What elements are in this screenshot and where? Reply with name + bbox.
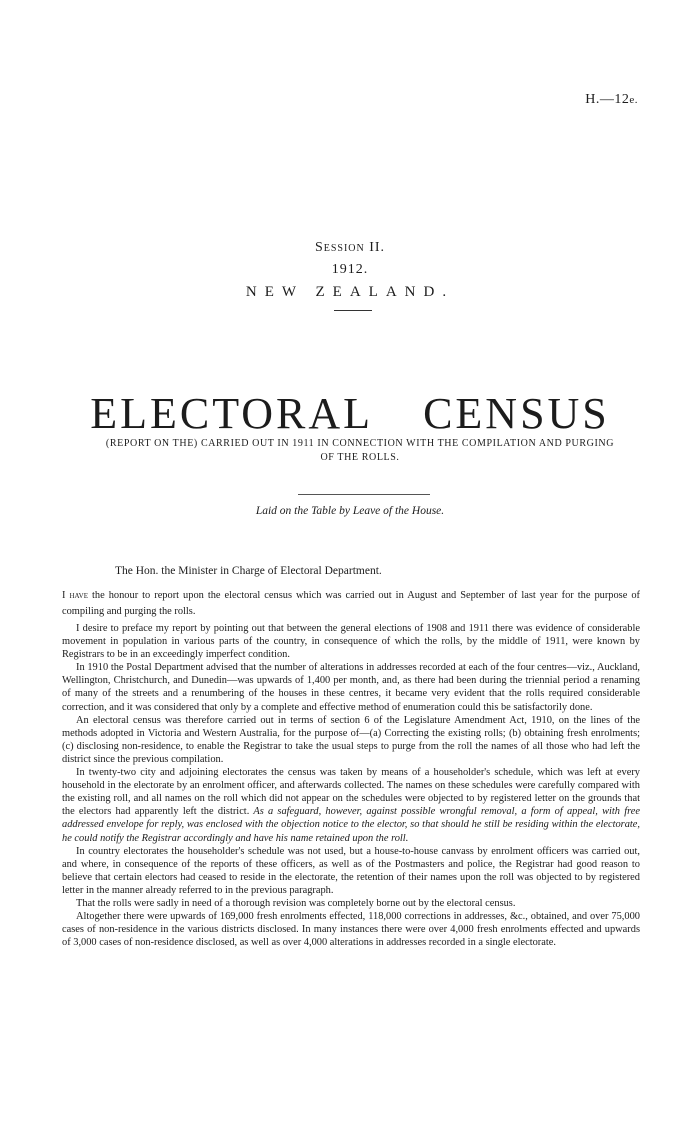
paragraph-7: That the rolls were sadly in need of a thorough revision was completely borne out by the electoral census.	[76, 897, 516, 909]
page-reference	[585, 92, 638, 108]
title-word-electoral: ELECTORAL	[90, 389, 374, 438]
addressee-line: The Hon. the Minister in Charge of Electoral Department.	[115, 565, 382, 577]
paragraph-6: In country electorates the householder's schedule was not used, but a house-to-house canvass by enrolment officers was carried out, and where, in consequence of the reports of these officers, as well as of the Postmasters and police, the Registrar had good reason to believe that certain electors had ceased to reside in the electorate, the retention of their names upon the roll was objected to by registered letter in the manner already referred to in the previous paragraph.	[62, 845, 640, 896]
paragraph-4: An electoral census was therefore carried out in terms of section 6 of the Legislature Amendment Act, 1910, on the lines of the methods adopted in Victoria and Western Australia, for the purpose of—(a) Correcting the existing rolls; (b) obtaining fresh enrolments; (c) disclosing non-residence, to enable the Registrar to take the usual steps to purge from the roll the names of all those who had left the district since the previous compilation.	[62, 714, 640, 765]
page-reference-suffix: e.	[629, 94, 638, 106]
document-title	[0, 388, 700, 439]
paragraph-5	[62, 766, 640, 845]
paragraph-5-italic: As a safeguard, however, against possible wrongful removal, a form of appeal, with free addressed envelope for reply, was enclosed with the objection notice to the elector, so that should he still be residing within the electorate, he could notify the Registrar accordingly and have his name retained upon the roll.	[62, 806, 640, 844]
short-divider	[334, 310, 372, 311]
paragraph-1-text: the honour to report upon the electoral census which was carried out in August and September of last year for the purpose of compiling and purging the rolls.	[62, 590, 640, 617]
paragraph-3: In 1910 the Postal Department advised that the number of alterations in addresses recorded at each of the four centres—viz., Auckland, Wellington, Christchurch, and Dunedin—was upwards of 1,400 per month, and, as there had been during the triennial period a renaming of many of the streets and a renumbering of the houses in these centres, it became very evident that the rolls required considerable correction, and it was considered that only by a complete and effective method of enumeration could this be satisfactorily done.	[62, 662, 640, 713]
document-subtitle: (REPORT ON THE) CARRIED OUT IN 1911 IN CONNECTION WITH THE COMPILATION AND PURGING OF THE ROLLS.	[105, 438, 615, 463]
paragraph-1-lead: I have	[62, 590, 89, 601]
paragraph-2: I desire to preface my report by pointing out that between the general elections of 1908 and 1911 there was evidence of considerable movement in population in various parts of the country, in consequence of which the rolls, by the middle of 1911, were known by Registrars to be in an exceedingly imperfect condition.	[62, 623, 640, 661]
title-word-census: CENSUS	[423, 389, 610, 438]
paragraph-8: Altogether there were upwards of 169,000 fresh enrolments effected, 118,000 corrections in addresses, &c., obtained, and over 75,000 cases of non-residence in the various districts disclosed. In many instances there were over 4,000 fresh enrolments effected and upwards of 3,000 cases of non-residence disclosed, as well as over 4,000 alterations in addresses recorded in a single electorate.	[62, 911, 640, 949]
year-heading: 1912.	[331, 262, 369, 277]
paragraph-5-text: In twenty-two city and adjoining electorates the census was taken by means of a householder's schedule, which was left at every household in the electorate by an enrolment officer, and afterwards collected. The names on these schedules were carefully compared with the existing roll, and all names on the roll which did not appear on the schedules were objected to by registered letter on the grounds that the electors had apparently left the district.	[62, 767, 640, 818]
paragraph-1	[62, 588, 640, 620]
laid-on-table-note: Laid on the Table by Leave of the House.	[255, 505, 445, 517]
report-body	[62, 588, 640, 949]
page-reference-number: H.—12	[585, 92, 630, 107]
long-divider	[298, 494, 430, 495]
country-heading: NEW ZEALAND.	[245, 284, 455, 300]
session-heading: Session II.	[314, 240, 386, 255]
